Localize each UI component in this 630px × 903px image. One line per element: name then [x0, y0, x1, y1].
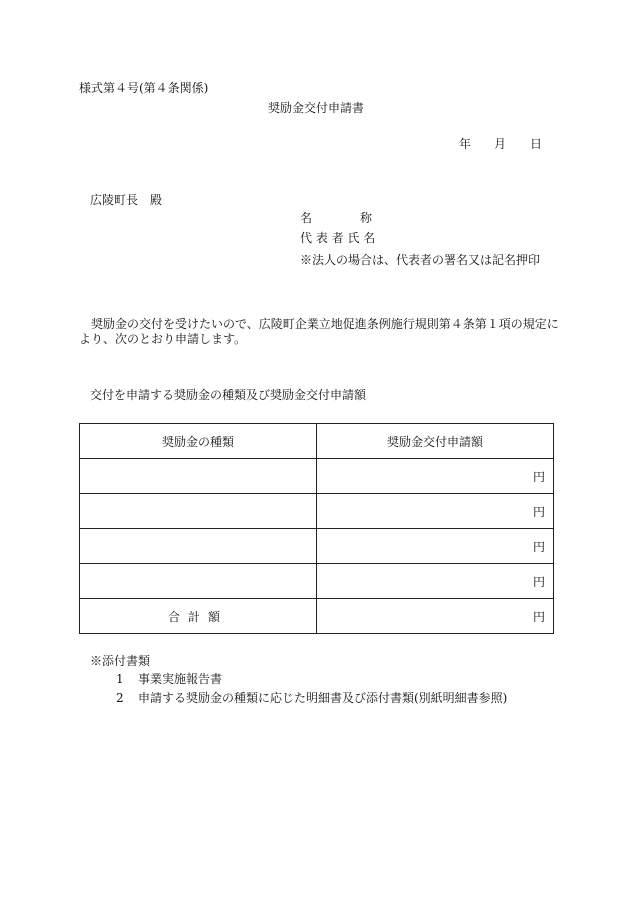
header-application-amount: 奨励金交付申請額 [317, 424, 554, 459]
grant-application-table [79, 423, 554, 634]
addressee: 広陵町長 殿 [90, 193, 163, 207]
total-amount-cell[interactable]: 円 [317, 599, 554, 634]
attachments-heading: ※添付書類 [90, 654, 151, 668]
date-month-label: 月 [494, 137, 507, 151]
attachment-item-text: 事業実施報告書 [138, 672, 223, 686]
total-label: 合計額 [80, 599, 317, 634]
date-year-label: 年 [459, 137, 472, 151]
table-header-row [80, 424, 554, 459]
amount-cell[interactable]: 円 [317, 564, 554, 599]
table-row [80, 494, 554, 529]
table-total-row [80, 599, 554, 634]
header-grant-type: 奨励金の種類 [80, 424, 317, 459]
applicant-representative-label: 代 表 者 氏 名 [300, 231, 376, 245]
grant-type-cell[interactable] [80, 494, 317, 529]
date-day-label: 日 [530, 137, 543, 151]
section-heading: 交付を申請する奨励金の種類及び奨励金交付申請額 [90, 388, 367, 402]
attachment-item-text: 申請する奨励金の種類に応じた明細書及び添付書類(別紙明細書参照) [138, 691, 508, 705]
applicant-signature-note: ※法人の場合は、代表者の署名又は記名押印 [300, 253, 541, 267]
table-row [80, 564, 554, 599]
grant-type-cell[interactable] [80, 564, 317, 599]
body-paragraph-line2: より、次のとおり申請します。 [79, 332, 247, 346]
amount-cell[interactable]: 円 [317, 529, 554, 564]
amount-cell[interactable]: 円 [317, 494, 554, 529]
table-row [80, 459, 554, 494]
grant-type-cell[interactable] [80, 529, 317, 564]
document-title: 奨励金交付申請書 [268, 101, 365, 115]
form-number: 様式第４号(第４条関係) [79, 81, 209, 95]
amount-cell[interactable]: 円 [317, 459, 554, 494]
grant-type-cell[interactable] [80, 459, 317, 494]
attachment-item-number: 2 [116, 691, 124, 705]
attachment-item-number: 1 [116, 672, 124, 686]
body-paragraph-line1: 奨励金の交付を受けたいので、広陵町企業立地促進条例施行規則第４条第１項の規定に [79, 317, 559, 331]
applicant-name-label: 名 称 [300, 211, 373, 225]
table-row [80, 529, 554, 564]
